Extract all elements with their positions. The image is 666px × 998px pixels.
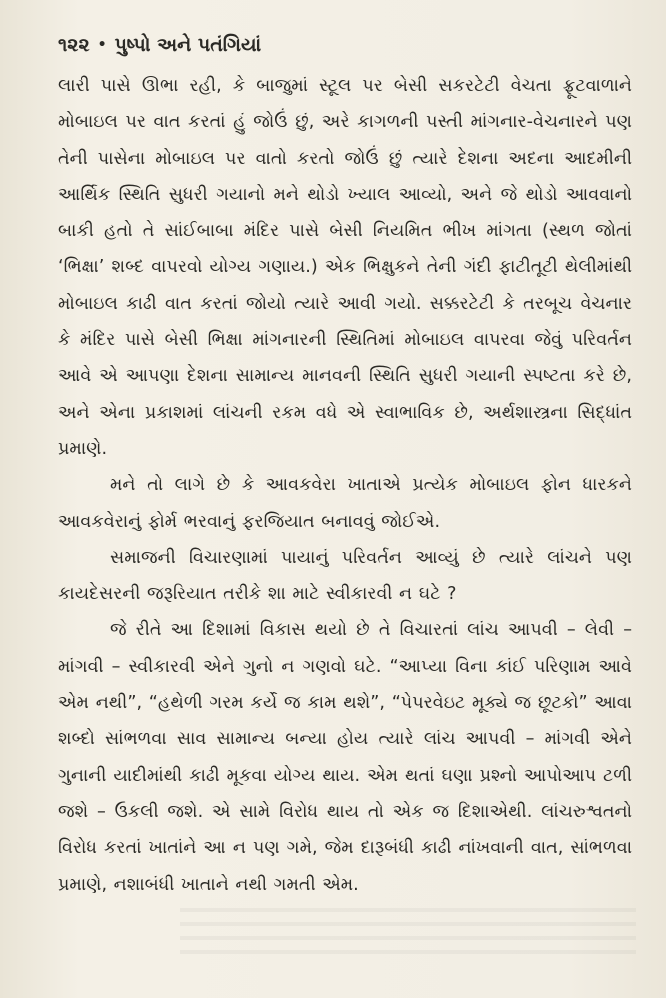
page-number: ૧૨૨ xyxy=(58,34,90,56)
paragraph-3: સમાજની વિચારણામાં પાયાનું પરિવર્તન આવ્યું છે ત્યારે લાંચને પણ કાયદેસરની જરૂરિયાત તરીકે શા માટે સ્વીકારવી ન ઘટે ? xyxy=(58,547,632,605)
paragraph-4: જે રીતે આ દિશામાં વિકાસ થયો છે તે વિચારતાં લાંચ આપવી – લેવી – માંગવી – સ્વીકારવી એને ગુનો ન ગણવો ઘટે. “આપ્યા વિના કાંઈ પરિણામ આવે એમ નથી”, “હથેળી ગરમ કર્યે જ કામ થશે”, “પેપરવેઇટ મૂક્યે જ છૂટકો” આવા શબ્દો સાંભળવા સાવ સામાન્ય બન્યા હોય ત્યારે લાંચ આપવી – માંગવી એને ગુનાની યાદીમાંથી કાઢી મૂકવા યોગ્ય થાય. એમ થતાં ઘણા પ્રશ્નો આપોઆપ ટળી જશે – ઉકલી જશે. એ સામે વિરોધ થાય તો એક જ દિશાએથી. લાંચરુશ્વતનો વિરોધ કરતાં ખાતાંને આ ન પણ ગમે, જેમ દારૂબંધી કાઢી નાંખવાની વાત, સાંભળવા પ્રમાણે, નશાબંધી ખાતાને નથી ગમતી એમ. xyxy=(58,620,632,895)
paragraph-1: લારી પાસે ઊભા રહી, કે બાજુમાં સ્ટૂલ પર બેસી સકરટેટી વેચતા ફ્રૂટવાળાને મોબાઇલ પર વાત કરતાં હું જોઉં છું, અરે કાગળની પસ્તી માંગનાર-વેચનારને પણ તેની પાસેના મોબાઇલ પર વાતો કરતો જોઉં છું ત્યારે દેશના અદના આદમીની આર્થિક સ્થિતિ સુધરી ગયાનો મને થોડો ખ્યાલ આવ્યો, અને જે થોડો આવવાનો બાકી હતો તે સાંઈબાબા મંદિર પાસે બેસી નિયમિત ભીખ માંગતા (સ્થળ જોતાં ‘ભિક્ષા’ શબ્દ વાપરવો યોગ્ય ગણાય.) એક ભિક્ષુકને તેની ગંદી ફાટીતૂટી થેલીમાંથી મોબાઇલ કાઢી વાત કરતાં જોયો ત્યારે આવી ગયો. સક્કરટેટી કે તરબૂચ વેચનાર કે મંદિર પાસે બેસી ભિક્ષા માંગનારની સ્થિતિમાં મોબાઇલ વાપરવા જેવું પરિવર્તન આવે એ આપણા દેશના સામાન્ય માનવની સ્થિતિ સુધરી ગયાની સ્પષ્ટતા કરે છે, અને એના પ્રકાશમાં લાંચની રકમ વધે એ સ્વાભાવિક છે, અર્થશાસ્ત્રના સિદ્ધાંત પ્રમાણે. xyxy=(58,76,632,459)
paragraph-2: મને તો લાગે છે કે આવકવેરા ખાતાએ પ્રત્યેક મોબાઇલ ફોન ધારકને આવકવેરાનું ફોર્મ ભરવાનું ફરજિયાત બનાવવું જોઈએ. xyxy=(58,475,632,532)
book-title: પુષ્પો અને પતંગિયાં xyxy=(114,34,262,56)
running-header xyxy=(58,30,632,60)
show-through-text xyxy=(180,898,636,958)
header-bullet: • xyxy=(97,37,107,53)
